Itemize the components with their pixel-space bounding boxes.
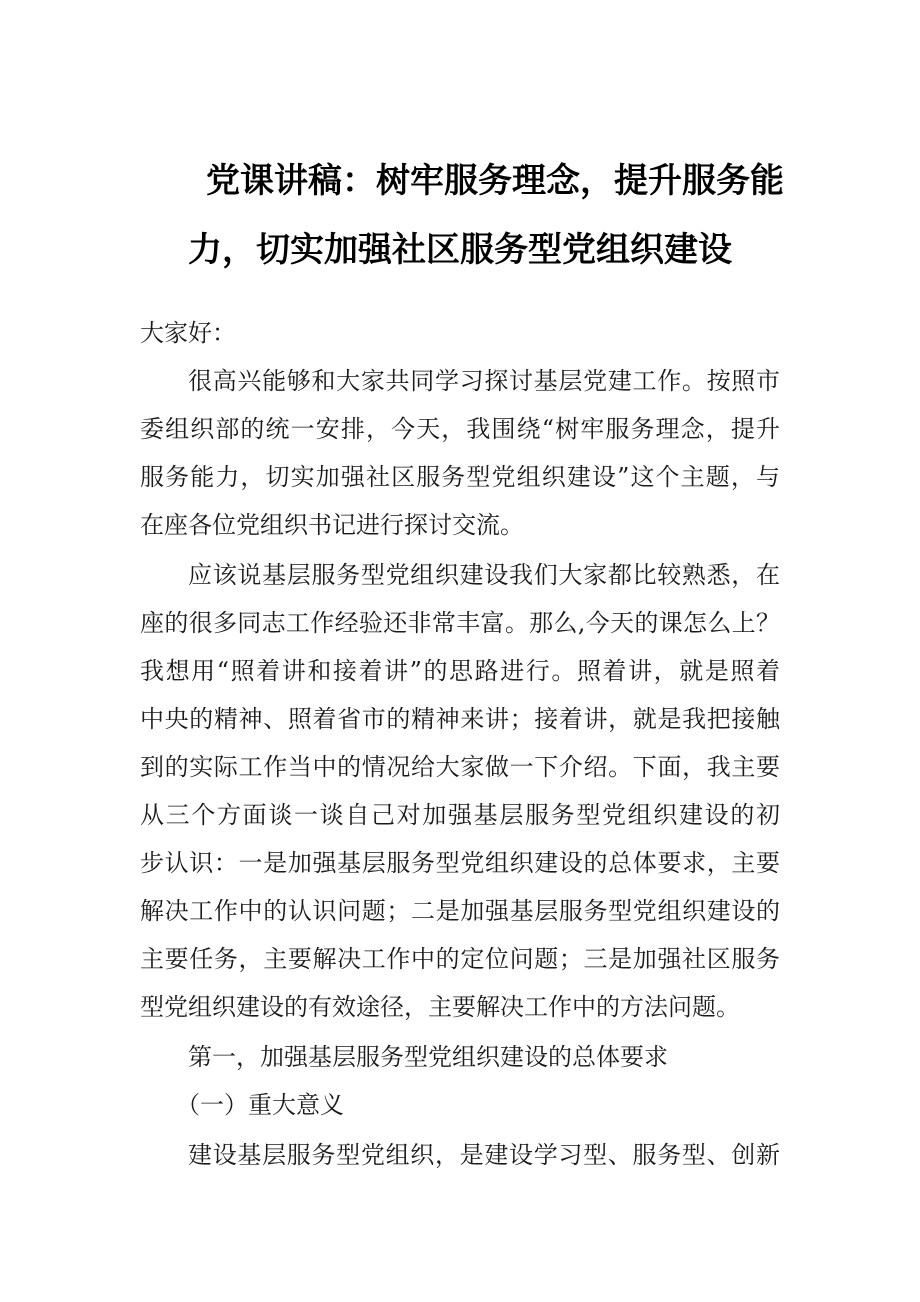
paragraph-1-line-4: 在座各位党组织书记进行探讨交流。 [140, 511, 524, 539]
paragraph-2-line-2: 座的很多同志工作经验还非常丰富。那么,今天的课怎么上？ [140, 609, 780, 637]
paragraph-2-line-3: 我想用“照着讲和接着讲”的思路进行。照着讲，就是照着 [140, 657, 780, 685]
paragraph-1-line-1: 很高兴能够和大家共同学习探讨基层党建工作。按照市 [188, 367, 780, 395]
paragraph-2-line-6: 从三个方面谈一谈自己对加强基层服务型党组织建设的初 [140, 801, 780, 829]
paragraph-1-line-3: 服务能力，切实加强社区服务型党组织建设”这个主题，与 [140, 463, 780, 491]
paragraph-1-line-2: 委组织部的统一安排，今天，我围绕“树牢服务理念，提升 [140, 415, 780, 443]
paragraph-2-line-4: 中央的精神、照着省市的精神来讲；接着讲，就是我把接触 [140, 705, 780, 733]
paragraph-2-line-7: 步认识：一是加强基层服务型党组织建设的总体要求，主要 [140, 849, 780, 877]
section-heading: 第一，加强基层服务型党组织建设的总体要求 [188, 1043, 668, 1071]
paragraph-2-line-5: 到的实际工作当中的情况给大家做一下介绍。下面，我主要 [140, 753, 780, 781]
greeting: 大家好： [140, 319, 236, 347]
paragraph-2-line-9: 主要任务，主要解决工作中的定位问题；三是加强社区服务 [140, 945, 780, 973]
document-title-line-2: 力，切实加强社区服务型党组织建设 [188, 230, 732, 270]
paragraph-3-line-1: 建设基层服务型党组织，是建设学习型、服务型、创新 [188, 1141, 780, 1169]
paragraph-2-line-10: 型党组织建设的有效途径，主要解决工作中的方法问题。 [140, 993, 740, 1021]
paragraph-2-line-1: 应该说基层服务型党组织建设我们大家都比较熟悉，在 [188, 561, 780, 589]
document-title-line-1: 党课讲稿：树牢服务理念，提升服务能 [206, 161, 784, 201]
paragraph-2-line-8: 解决工作中的认识问题；二是加强基层服务型党组织建设的 [140, 897, 780, 925]
subsection-heading: （一）重大意义 [176, 1091, 344, 1119]
